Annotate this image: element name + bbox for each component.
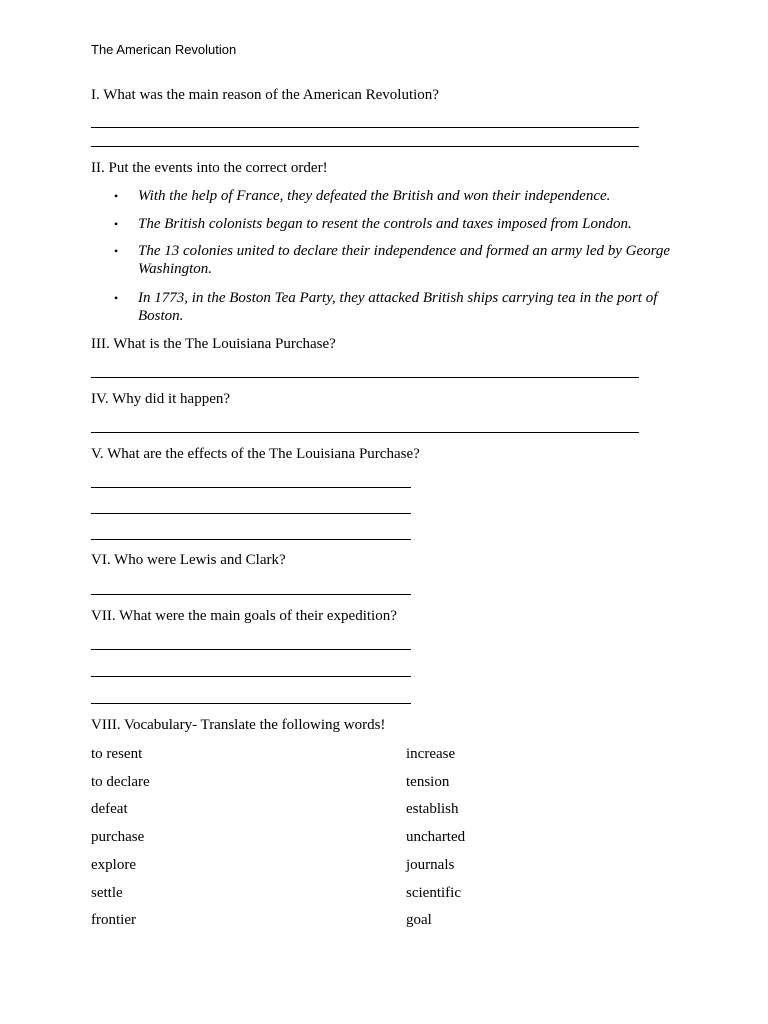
document-header: The American Revolution — [91, 42, 237, 57]
event-item: With the help of France, they defeated the British and won their independence. — [138, 188, 611, 204]
question-3: III. What is the The Louisiana Purchase? — [91, 336, 336, 352]
bullet-icon: • — [114, 189, 119, 203]
vocab-word: uncharted — [406, 829, 466, 845]
bullet-icon: • — [114, 217, 119, 231]
question-7: VII. What were the main goals of their expedition? — [91, 608, 397, 624]
vocab-word: explore — [91, 857, 136, 873]
answer-line[interactable] — [91, 127, 639, 128]
event-item: The 13 colonies united to declare their independence and formed an army led by George Washington. — [138, 243, 671, 277]
vocab-word: to declare — [91, 774, 150, 790]
vocab-word: purchase — [91, 829, 145, 845]
answer-line[interactable] — [91, 703, 411, 704]
vocab-word: goal — [406, 912, 432, 928]
vocab-word: settle — [91, 885, 123, 901]
vocab-word: to resent — [91, 746, 143, 762]
question-2: II. Put the events into the correct order! — [91, 160, 328, 176]
answer-line[interactable] — [91, 513, 411, 514]
question-5: V. What are the effects of the The Louisiana Purchase? — [91, 446, 420, 462]
answer-line[interactable] — [91, 594, 411, 595]
answer-line[interactable] — [91, 676, 411, 677]
vocab-word: tension — [406, 774, 450, 790]
question-6: VI. Who were Lewis and Clark? — [91, 552, 286, 568]
question-4: IV. Why did it happen? — [91, 391, 231, 407]
event-item: The British colonists began to resent the controls and taxes imposed from London. — [138, 216, 632, 232]
vocab-word: frontier — [91, 912, 136, 928]
answer-line[interactable] — [91, 539, 411, 540]
vocab-word: scientific — [406, 885, 461, 901]
answer-line[interactable] — [91, 487, 411, 488]
vocab-word: journals — [406, 857, 455, 873]
event-item: In 1773, in the Boston Tea Party, they attacked British ships carrying tea in the port of Boston. — [138, 290, 658, 324]
answer-line[interactable] — [91, 649, 411, 650]
question-1: I. What was the main reason of the American Revolution? — [91, 87, 439, 103]
vocab-word: establish — [406, 801, 459, 817]
answer-line[interactable] — [91, 377, 639, 378]
bullet-icon: • — [114, 291, 119, 305]
answer-line[interactable] — [91, 432, 639, 433]
answer-line[interactable] — [91, 146, 639, 147]
vocab-word: defeat — [91, 801, 128, 817]
vocab-word: increase — [406, 746, 456, 762]
bullet-icon: • — [114, 244, 119, 258]
question-8: VIII. Vocabulary- Translate the following words! — [91, 717, 386, 733]
